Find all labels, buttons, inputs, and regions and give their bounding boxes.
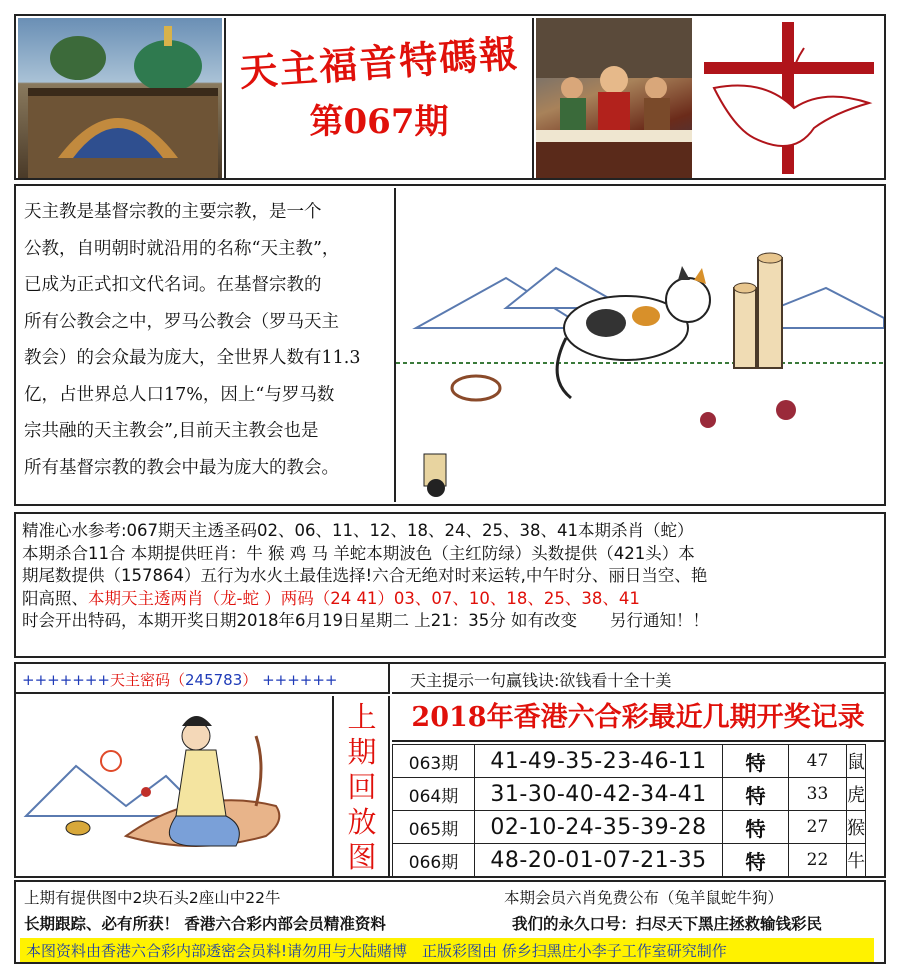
- zodiac-cell: 牛: [847, 844, 866, 877]
- church-image: [18, 18, 222, 178]
- intro-line: 已成为正式扣文代名词。在基督宗教的: [24, 275, 322, 295]
- intro-line: 亿，占世界总人口17%，因上“与罗马数: [24, 384, 335, 405]
- secret-code-value: 245783: [185, 671, 243, 689]
- prediction-line: 时会开出特码，本期开奖日期2018年6月19日星期二 上21：35分 如有改变 另行通知！！: [22, 611, 709, 630]
- table-row: [393, 844, 866, 877]
- intro-section: [14, 184, 886, 506]
- prediction-line: 期尾数提供（157864）五行为水火土最佳选择!六合无绝对时来运转,中午时分、丽日当空、艳: [22, 566, 708, 585]
- intro-line: 天主教是基督宗教的主要宗教，是一个: [24, 202, 322, 222]
- numbers-cell: 48-20-01-07-21-35: [475, 844, 723, 877]
- period-cell: 066期: [393, 844, 475, 877]
- last-period-replay-label: [336, 696, 390, 876]
- footer: [14, 880, 886, 964]
- special-label-cell: 特: [723, 778, 789, 811]
- secret-code-close: ）: [242, 671, 258, 689]
- intro-line: 公教，自明朝时就沿用的名称“天主教”，: [24, 238, 340, 259]
- plus-decoration: +++++++: [22, 671, 110, 689]
- numbers-cell: 41-49-35-23-46-11: [475, 745, 723, 778]
- replay-char: 图: [347, 840, 377, 874]
- records-section: [14, 662, 886, 878]
- footer-slogan-left: 长期跟踪、必有所获！ 香港六合彩内部会员精准资料: [24, 915, 386, 933]
- period-cell: 064期: [393, 778, 475, 811]
- special-number-cell: 47: [789, 745, 847, 778]
- records-table: [392, 744, 866, 877]
- special-number-cell: 27: [789, 811, 847, 844]
- period-cell: 065期: [393, 811, 475, 844]
- replay-char: 上: [347, 700, 377, 734]
- records-title: 2018年香港六合彩最近几期开奖记录: [392, 696, 884, 742]
- special-number-cell: 22: [789, 844, 847, 877]
- footer-slogan-right: 我们的永久口号：扫尽天下黑庄拯救输钱彩民: [512, 915, 823, 933]
- intro-line: 所有基督宗教的教会中最为庞大的教会。: [24, 457, 339, 478]
- prediction-text: [22, 520, 878, 633]
- replay-char: 期: [347, 735, 377, 769]
- replay-char: 回: [347, 770, 377, 804]
- special-label-cell: 特: [723, 811, 789, 844]
- intro-line: 教会）的会众最为庞大，全世界人数有11.3: [24, 348, 361, 368]
- tip-bar: 天主提示一句赢钱诀:欲钱看十全十美: [392, 664, 884, 694]
- cross-dove-image: [694, 18, 884, 178]
- prediction-line: [22, 588, 878, 611]
- prediction-line-prefix: 阳高照、: [22, 588, 88, 608]
- prediction-section: [14, 512, 886, 658]
- footer-hint-right: 本期会员六肖免费公布（兔羊鼠蛇牛狗）: [504, 889, 784, 907]
- zodiac-cell: 鼠: [847, 745, 866, 778]
- footer-disclaimer: 本图资料由香港六合彩内部透密会员料!请勿用与大陆赌博 正版彩图由 侨乡扫黑庄小李子工作室研究制作: [20, 938, 874, 962]
- secret-code-label: 天主密码（: [109, 671, 185, 689]
- plus-decoration: ++++++: [262, 671, 338, 689]
- numbers-cell: 31-30-40-42-34-41: [475, 778, 723, 811]
- intro-text: [24, 194, 384, 486]
- issue-number: 第067期: [309, 102, 449, 142]
- prediction-line: 精准心水参考:067期天主透圣码02、06、11、12、18、24、25、38、41本期杀肖（蛇）: [22, 521, 694, 540]
- zodiac-cell: 虎: [847, 778, 866, 811]
- replay-char: 放: [347, 805, 377, 839]
- intro-line: 宗共融的天主教会”,目前天主教会也是: [24, 421, 319, 441]
- fairy-illustration: [16, 696, 334, 876]
- special-label-cell: 特: [723, 844, 789, 877]
- secret-code-bar: [16, 664, 390, 694]
- title-box: [224, 18, 534, 178]
- last-supper-image: [536, 18, 692, 178]
- table-row: [393, 811, 866, 844]
- cat-illustration: [394, 188, 882, 502]
- page-title: 天主福音特碼報: [237, 30, 521, 95]
- special-label-cell: 特: [723, 745, 789, 778]
- table-row: [393, 778, 866, 811]
- period-cell: 063期: [393, 745, 475, 778]
- prediction-line: 本期杀合11合 本期提供旺肖：牛 猴 鸡 马 羊蛇本期波色（主红防绿）头数提供（421头）本: [22, 543, 695, 563]
- table-row: [393, 745, 866, 778]
- header-banner: [14, 14, 886, 180]
- prediction-highlight: 本期天主透两肖（龙-蛇 ）两码（24 41）03、07、10、18、25、38、41: [88, 588, 640, 608]
- special-number-cell: 33: [789, 778, 847, 811]
- numbers-cell: 02-10-24-35-39-28: [475, 811, 723, 844]
- zodiac-cell: 猴: [847, 811, 866, 844]
- intro-line: 所有公教会之中，罗马公教会（罗马天主: [24, 311, 339, 332]
- footer-hint-left: 上期有提供图中2块石头2座山中22牛: [24, 889, 281, 907]
